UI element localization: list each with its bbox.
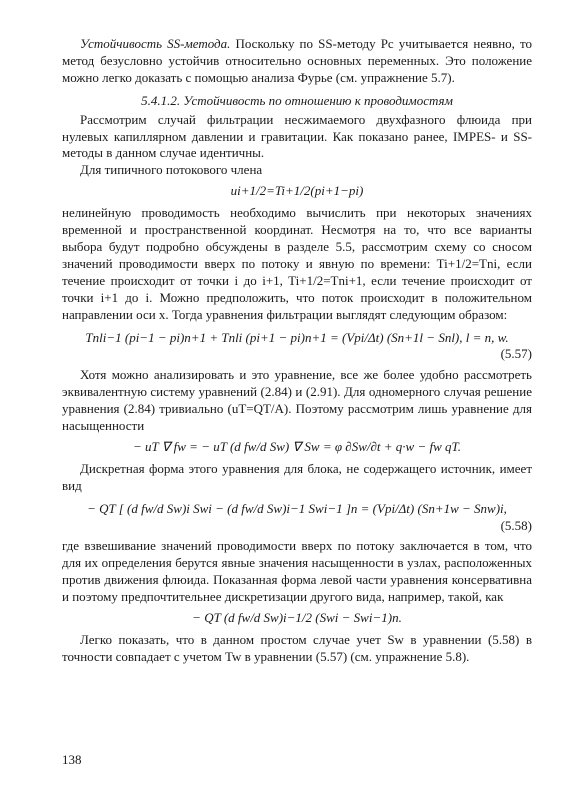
equation-alternative-text: − QT (d fw/d Sw)i−1/2 (Swi − Swi−1)n. [192, 610, 402, 626]
equation-5-58-number: (5.58) [500, 517, 532, 533]
paragraph-stability-ss [62, 36, 532, 87]
stability-ss-label: Устойчивость SS-метода. [80, 36, 231, 51]
section-heading: 5.4.1.2. Устойчивость по отношению к проводимостям [141, 92, 453, 108]
equation-5-58-body: − QT [ (d fw/d Sw)i Swi − (d fw/d Sw)i−1 Swi−1 ]n = (Vpi/Δt) (Sn+1w − Snw)i, [87, 500, 507, 516]
paragraph-conclusion: Легко показать, что в данном простом случае учет Sw в уравнении (5.58) в точности совпадает с учетом Tw в уравнении (5.57) (см. упражнение 5.8). [62, 632, 532, 664]
paragraph-equivalent-system: Хотя можно анализировать и это уравнение, все же более удобно рассмотреть эквивалентную систему уравнений (2.84) и (2.91). Для одномерного случая решение уравнения (2.84) тривиально (uT=QT/A). Поэтому рассмотрим лишь уравнение для насыщенности [62, 367, 532, 434]
equation-flux-text: ui+1/2=Ti+1/2(pi+1−pi) [230, 183, 364, 199]
paragraph-nonlinear-conductivity: нелинейную проводимость необходимо вычислить при некоторых значениях временной и пространственной координат. Несмотря на то, что все варианты выбора будут подробно обсуждены в разделе 5.5, рассмотрим схему со сносом значений проводимости вверх по потоку и явную по времени: Ti+1/2=Tni, если течение происходит от точки i до i+1, Ti+1/2=Tni+1, если течение происходит от точки i+1 до i. Можно предположить, что поток происходит в положительном направлении оси x. Тогда уравнения фильтрации выглядят следующим образом: [62, 205, 532, 322]
page-body [62, 36, 532, 666]
equation-alternative [62, 610, 532, 627]
equation-5-57-body: Tnli−1 (pi−1 − pi)n+1 + Tnli (pi+1 − pi)n+1 = (Vpi/Δt) (Sn+1l − Snl), l = n, w. [85, 329, 509, 345]
paragraph-discrete-form: Дискретная форма этого уравнения для блока, не содержащего источник, имеет вид [62, 460, 532, 493]
equation-saturation-text: − uT ∇ fw = − uT (d fw/d Sw) ∇ Sw = φ ∂Sw/∂t + q·w − fw qT. [132, 438, 462, 454]
equation-5-57 [62, 330, 532, 364]
paragraph-incompressible: Рассмотрим случай фильтрации несжимаемого двухфазного флюида при нулевых капиллярном давлении и гравитации. Как показано ранее, IMPES- и SS-методы в данном случае идентичны. [62, 111, 532, 161]
paragraph-flux-term: Для типичного потокового члена [80, 162, 263, 178]
equation-flux [62, 183, 532, 200]
equation-5-58 [62, 501, 532, 535]
page-number: 138 [62, 752, 82, 767]
stability-ss-text: Поскольку по SS-методу Pc учитывается неявно, то метод безусловно устойчив относительно основных переменных. Это положение можно легко доказать с помощью анализа Фурье (см. упражнение 5.7). [62, 36, 533, 85]
paragraph-upstream-weighting: где взвешивание значений проводимости вверх по потоку заключается в том, что для их определения берутся явные значения насыщенности в узлах, расположенных против движения флюида. Показанная форма левой части уравнения консервативна и поэтому предпочтительнее дискретизации другого вида, например, такой, как [62, 538, 532, 605]
equation-5-57-number: (5.57) [500, 346, 532, 362]
equation-saturation [62, 439, 532, 456]
